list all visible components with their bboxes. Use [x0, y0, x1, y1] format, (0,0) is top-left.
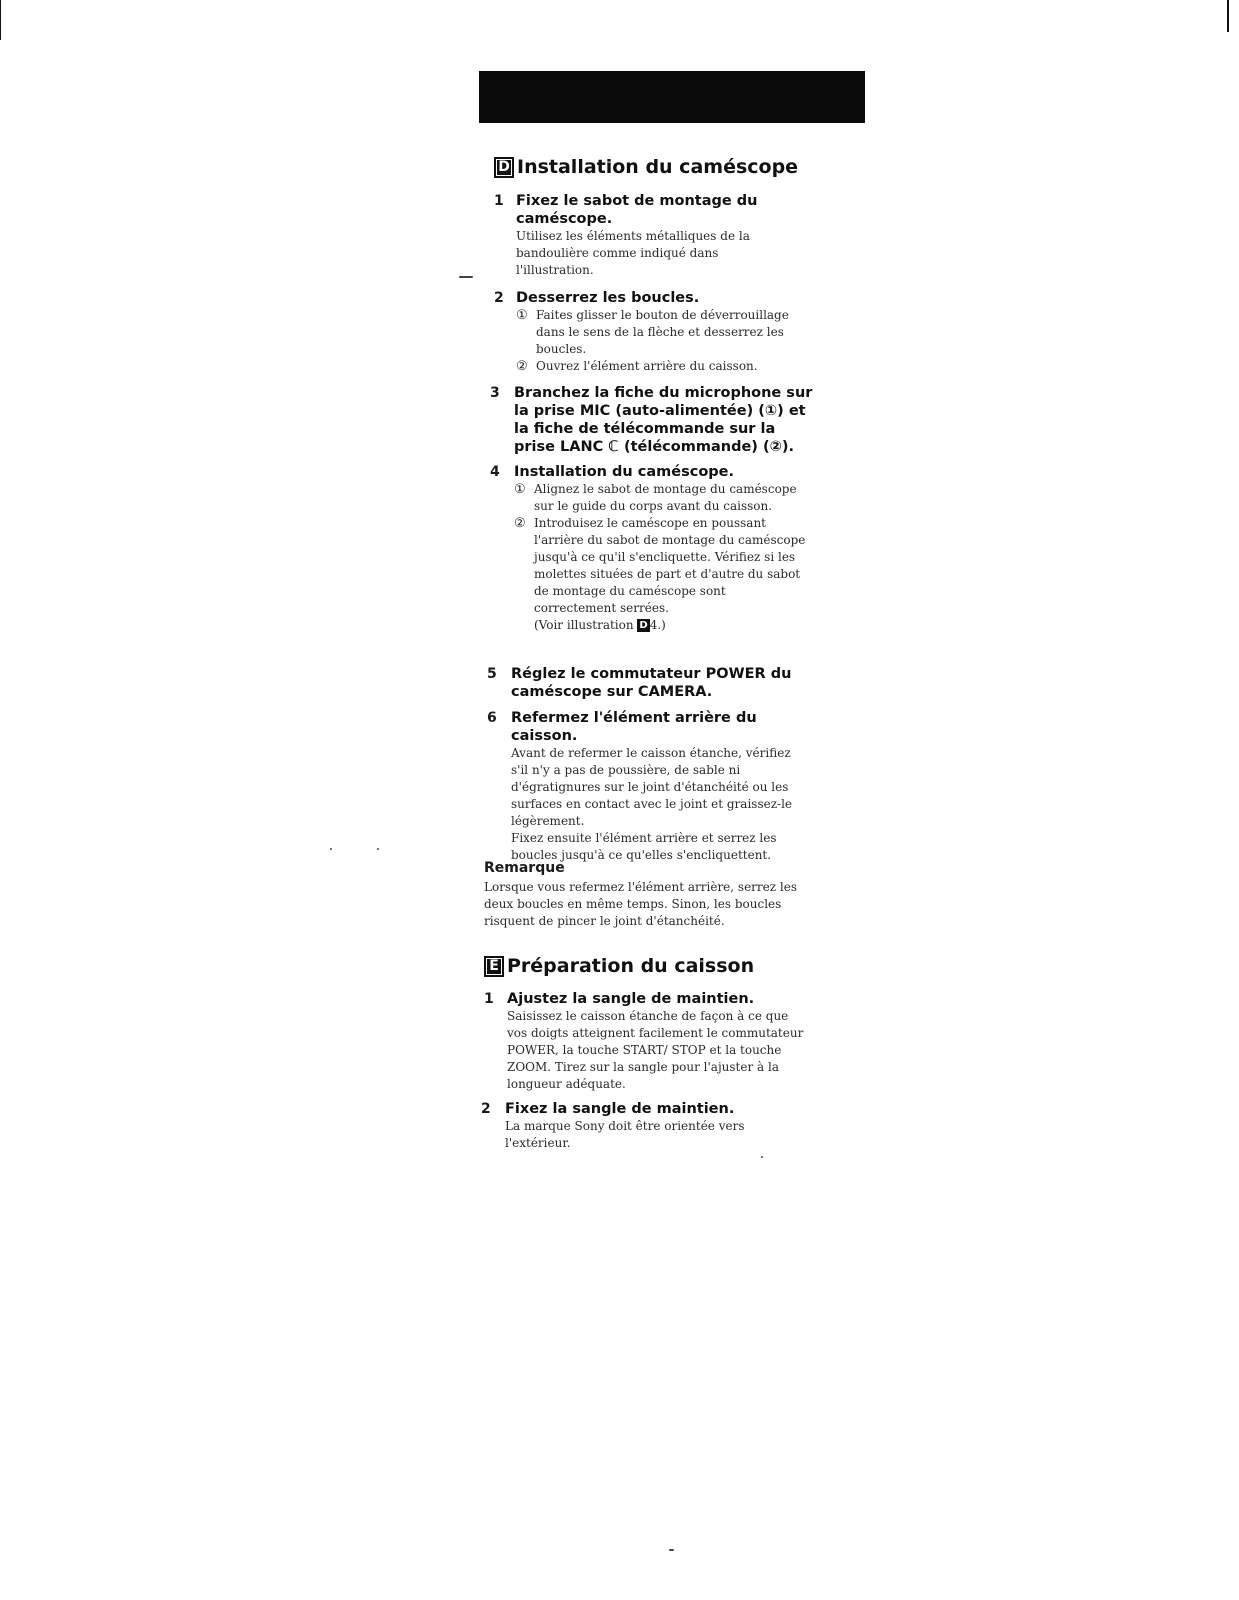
illustration-d-badge: D: [639, 620, 648, 631]
sub-marker: ①: [514, 482, 526, 497]
step-number: 1: [484, 991, 494, 1007]
step-number: 4: [490, 464, 500, 480]
step-text-2: Fixez ensuite l'élément arrière et serrez les boucles jusqu'à ce qu'elles s'encliquettent.: [511, 831, 777, 862]
scan-speck: [459, 276, 473, 278]
see-illustration: (Voir illustration D 4.): [534, 618, 666, 632]
step-heading: Réglez le commutateur POWER du caméscope sur CAMERA.: [511, 666, 792, 700]
step-heading: Refermez l'élément arrière du caisson.: [511, 710, 757, 744]
d-step-2: [494, 289, 814, 375]
d-step-3: [490, 384, 820, 456]
step-heading: Installation du caméscope.: [514, 464, 735, 480]
right-edge-line: [1227, 0, 1229, 32]
sub-text: Alignez le sabot de montage du caméscope sur le guide du corps avant du caisson.: [534, 482, 797, 513]
e-step-2: [481, 1100, 811, 1152]
scan-speck: [377, 848, 379, 850]
step-number: 1: [494, 193, 504, 209]
d-step-1: [494, 192, 814, 279]
section-d-title-text: Installation du caméscope: [517, 156, 799, 178]
section-e-badge: E: [484, 956, 504, 977]
scan-speck: [761, 1156, 763, 1158]
remark-title: Remarque: [484, 860, 565, 876]
section-d-badge: D: [494, 157, 514, 178]
scan-speck: [669, 1549, 674, 1551]
sub-item: [516, 307, 816, 358]
step-text: Saisissez le caisson étanche de façon à ce que vos doigts atteignent facilement le commutateur POWER, la touche START/ STOP et la touche ZOOM. Tirez sur la sangle pour l'ajuster à la longueur adéquate.: [507, 1009, 804, 1091]
step-text: Avant de refermer le caisson étanche, vérifiez s'il n'y a pas de poussière, de sable ni d'égratignures sur le joint d'étanchéité ou les surfaces en contact avec le joint et graissez-le légèrement.: [511, 746, 793, 828]
step-heading: Branchez la fiche du microphone sur la prise MIC (auto-alimentée) (①) et la fiche de télécommande sur la prise LANC ℂ (télécommande) (②).: [514, 385, 813, 455]
step-number: 2: [481, 1101, 491, 1117]
step-heading: Fixez le sabot de montage du caméscope.: [516, 193, 758, 227]
section-e-title-text: Préparation du caisson: [507, 955, 755, 977]
remark-text: Lorsque vous refermez l'élément arrière, serrez les deux boucles en même temps. Sinon, les boucles risquent de pincer le joint d'étanchéité.: [484, 880, 797, 928]
sub-marker: ①: [516, 308, 528, 323]
sub-text: Faites glisser le bouton de déverrouillage dans le sens de la flèche et desserrez les boucles.: [536, 308, 789, 356]
sub-item: [514, 481, 809, 515]
step-heading: Ajustez la sangle de maintien.: [507, 991, 755, 1007]
step-text: Utilisez les éléments métalliques de la bandoulière comme indiqué dans l'illustration.: [516, 229, 750, 277]
e-step-1: [484, 990, 814, 1093]
section-e-title: [484, 955, 754, 977]
d-step-6: [487, 709, 817, 864]
step-number: 5: [487, 666, 497, 682]
sub-marker: ②: [514, 516, 526, 531]
step-heading: Fixez la sangle de maintien.: [505, 1101, 735, 1117]
step-heading: Desserrez les boucles.: [516, 290, 700, 306]
left-edge-line: [0, 0, 1, 40]
d-step-4: [490, 463, 820, 634]
step-number: 6: [487, 710, 497, 726]
header-black-bar: [479, 71, 865, 123]
section-d-title: [494, 156, 798, 178]
sub-text: Ouvrez l'élément arrière du caisson.: [536, 359, 758, 373]
sub-item: [516, 358, 816, 375]
step-text: La marque Sony doit être orientée vers l'extérieur.: [505, 1119, 745, 1150]
step-number: 3: [490, 385, 500, 401]
sub-item: [514, 515, 809, 634]
d-step-5: [487, 665, 817, 701]
sub-marker: ②: [516, 359, 528, 374]
sub-text: Introduisez le caméscope en poussant l'arrière du sabot de montage du caméscope jusqu'à ce qu'il s'encliquette. Vérifiez si les molettes situées de part et d'autre du sabot de montage du caméscope sont correctement serrées.: [534, 516, 806, 615]
step-number: 2: [494, 290, 504, 306]
scan-speck: [330, 848, 332, 850]
